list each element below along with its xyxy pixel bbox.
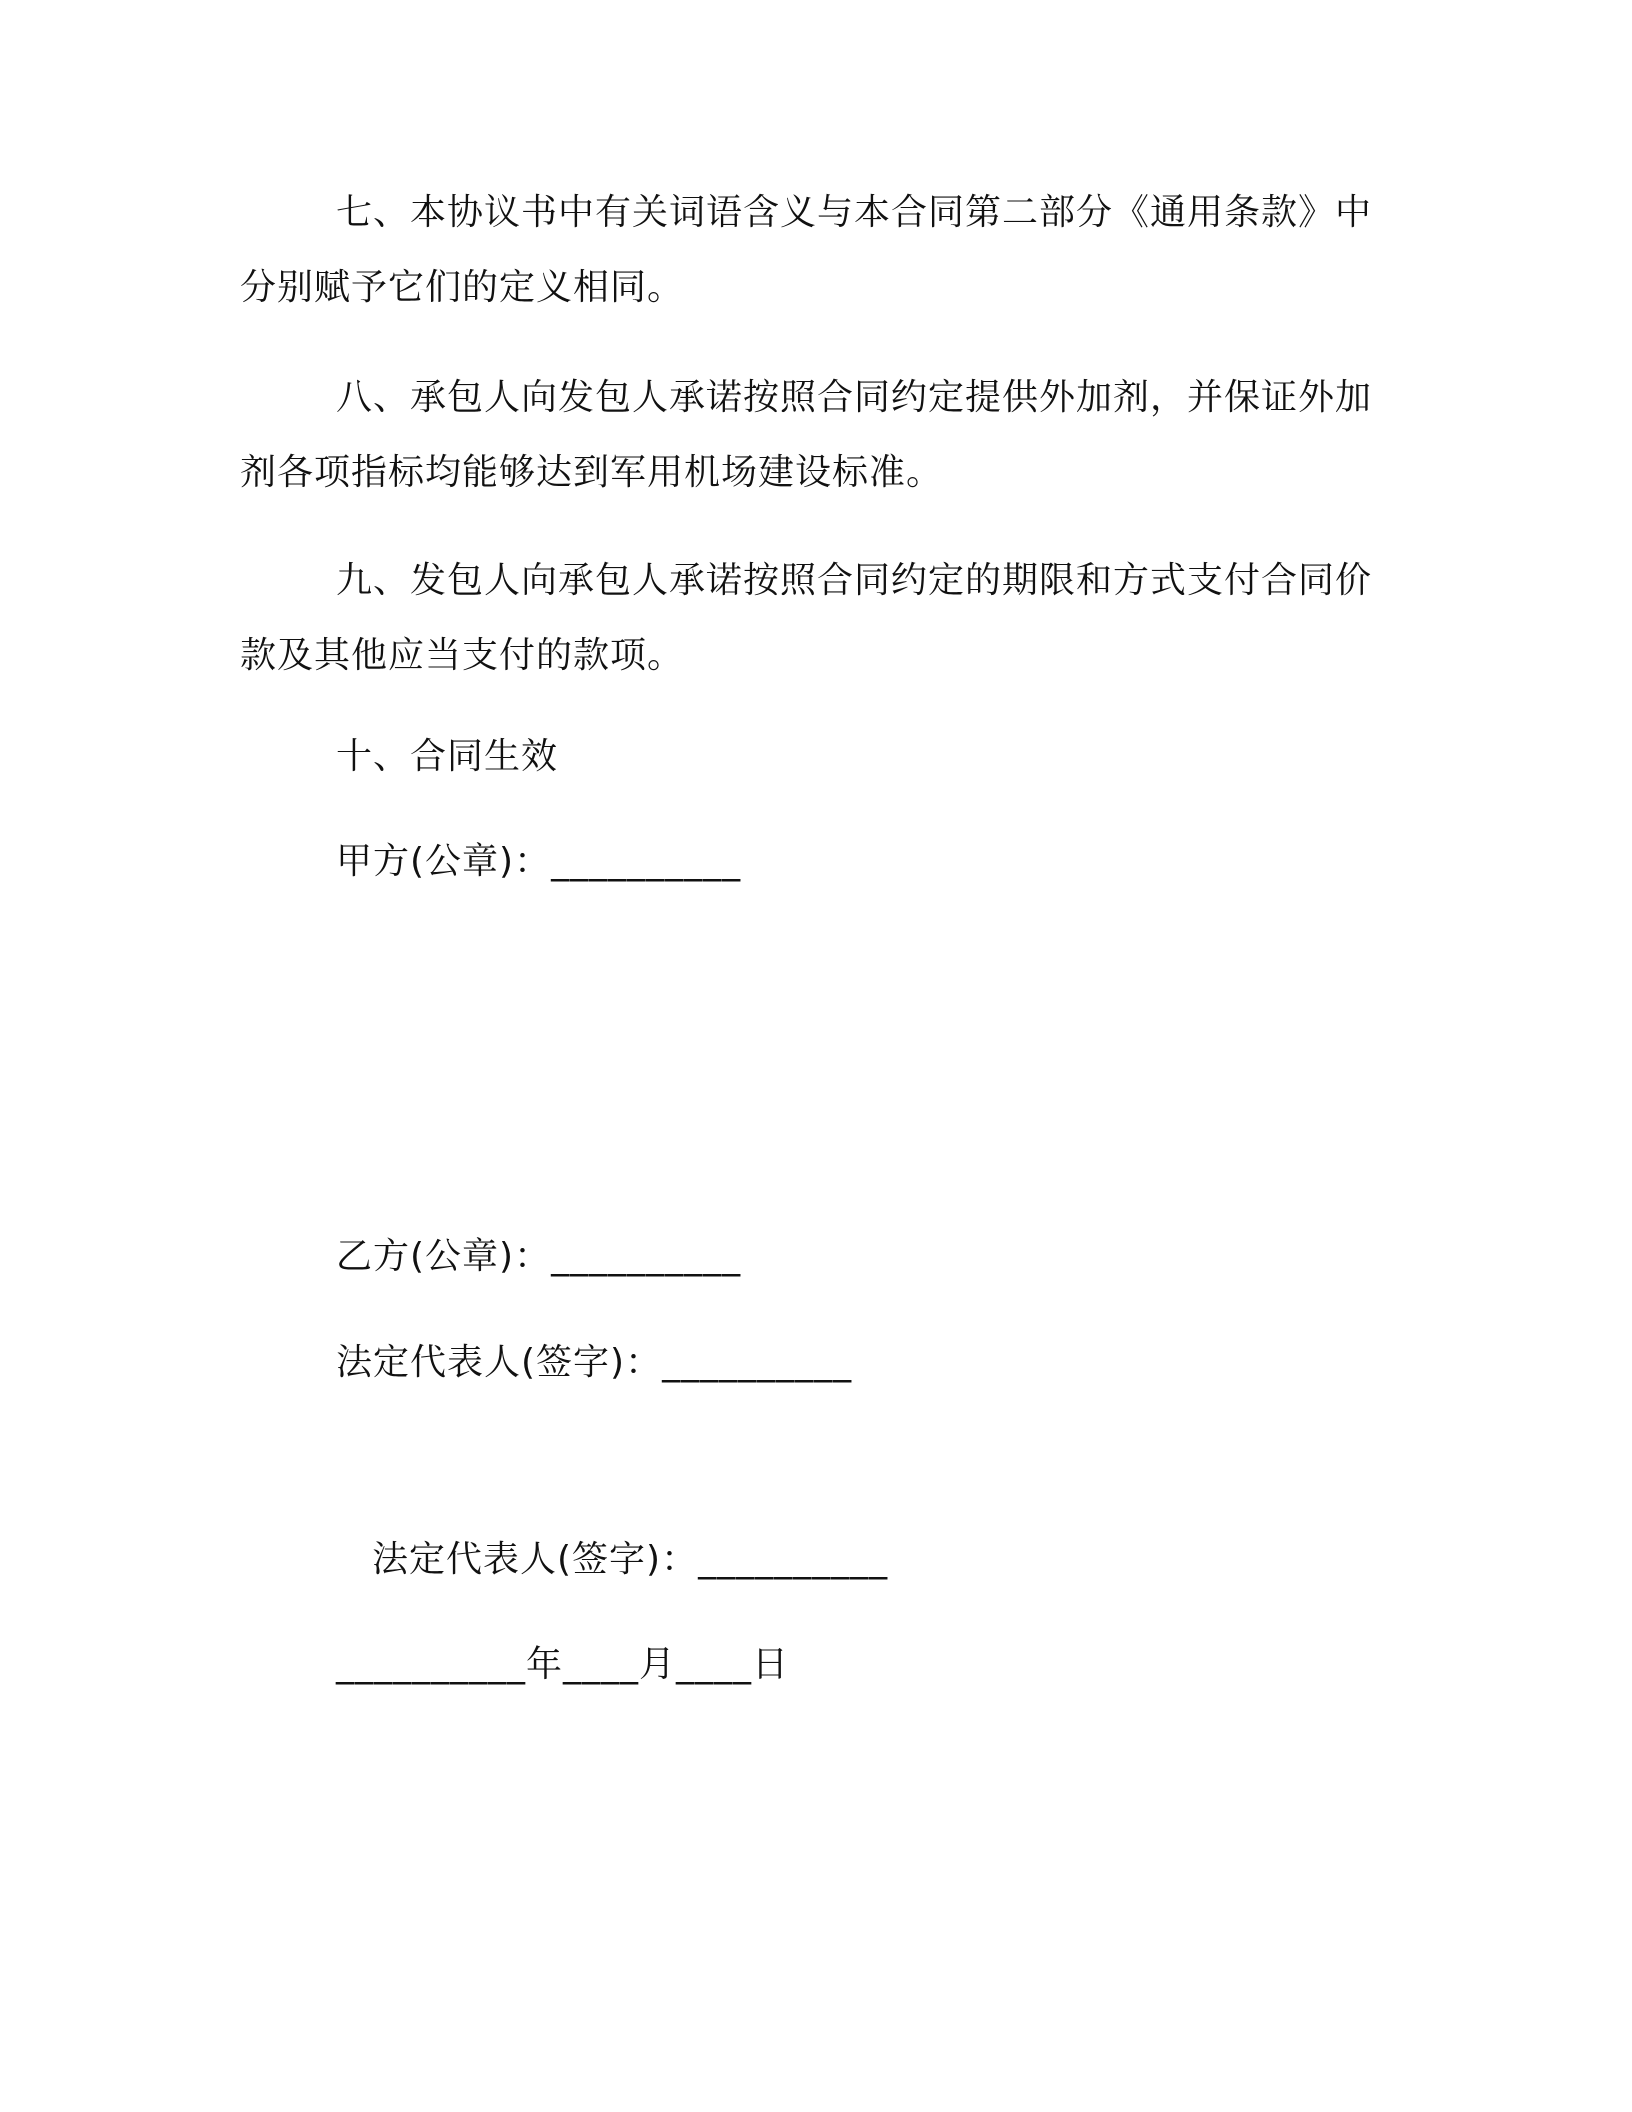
legal-representative-signature-2: 法定代表人(签字)：__________ bbox=[372, 1539, 889, 1580]
clause-seven: 七、本协议书中有关词语含义与本合同第二部分《通用条款》中分别赋予它们的定义相同。 bbox=[240, 192, 1373, 308]
clause-nine: 九、发包人向承包人承诺按照合同约定的期限和方式支付合同价款及其他应当支付的款项。 bbox=[240, 560, 1373, 676]
legal-representative-signature-1: 法定代表人(签字)：__________ bbox=[336, 1342, 853, 1383]
clause-ten: 十、合同生效 bbox=[336, 736, 559, 777]
clause-eight: 八、承包人向发包人承诺按照合同约定提供外加剂，并保证外加剂各项指标均能够达到军用机场建设标准。 bbox=[240, 377, 1373, 493]
signing-date: __________年____月____日 bbox=[336, 1644, 789, 1685]
party-b-seal: 乙方(公章)：__________ bbox=[336, 1236, 742, 1277]
party-a-seal: 甲方(公章)：__________ bbox=[336, 841, 742, 882]
